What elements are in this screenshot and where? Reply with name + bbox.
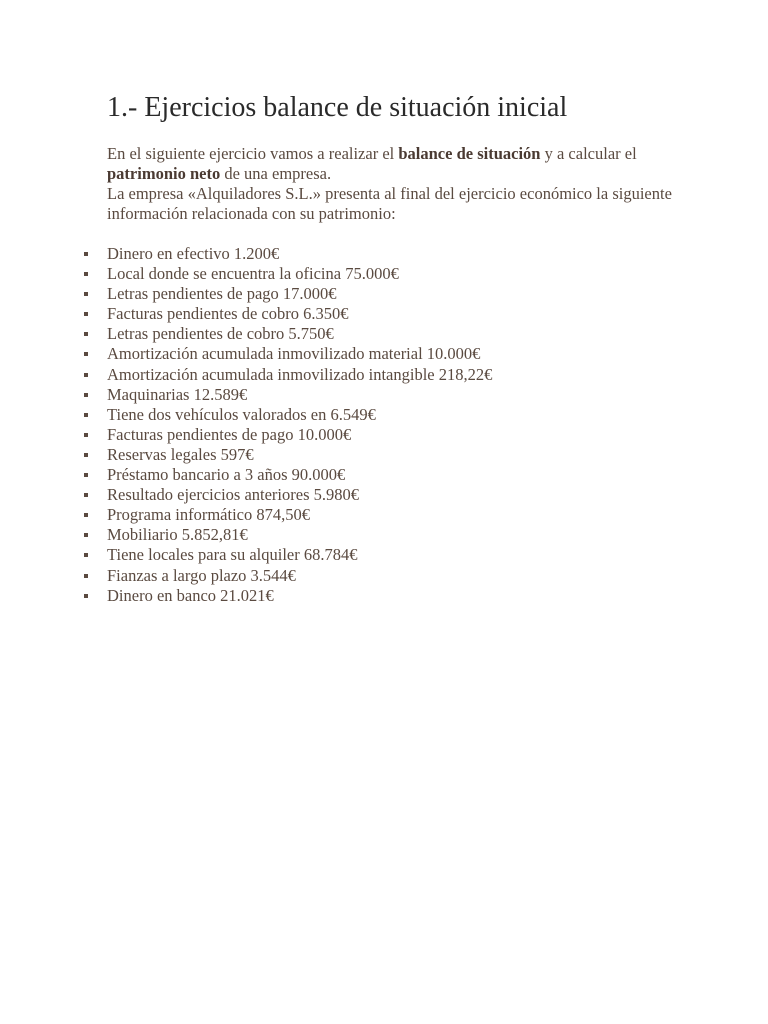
square-bullet-icon [84, 453, 88, 457]
square-bullet-icon [84, 272, 88, 276]
list-item [0, 545, 492, 565]
square-bullet-icon [84, 513, 88, 517]
bold-term-balance: balance de situación [398, 144, 541, 163]
list-item-text: Facturas pendientes de pago 10.000€ [107, 424, 352, 444]
list-item [0, 586, 492, 606]
intro-text-part: En el siguiente ejercicio vamos a realizar el [107, 144, 399, 163]
list-item [0, 284, 492, 304]
square-bullet-icon [84, 393, 88, 397]
list-item [0, 485, 492, 505]
list-item [0, 566, 492, 586]
square-bullet-icon [84, 594, 88, 598]
list-item-text: Letras pendientes de pago 17.000€ [107, 284, 337, 304]
square-bullet-icon [84, 553, 88, 557]
intro-paragraph-1 [107, 144, 707, 184]
list-item [0, 385, 492, 405]
square-bullet-icon [84, 373, 88, 377]
square-bullet-icon [84, 352, 88, 356]
list-item-text: Reservas legales 597€ [107, 444, 254, 464]
list-item-text: Préstamo bancario a 3 años 90.000€ [107, 465, 346, 485]
list-item-text: Resultado ejercicios anteriores 5.980€ [107, 485, 360, 505]
list-item-text: Mobiliario 5.852,81€ [107, 525, 248, 545]
list-item [0, 405, 492, 425]
list-item-text: Dinero en banco 21.021€ [107, 585, 274, 605]
square-bullet-icon [84, 252, 88, 256]
intro-text-part: de una empresa. [220, 164, 332, 183]
square-bullet-icon [84, 312, 88, 316]
list-item [0, 344, 492, 364]
list-item-text: Letras pendientes de cobro 5.750€ [107, 324, 334, 344]
list-item-text: Tiene locales para su alquiler 68.784€ [107, 545, 358, 565]
intro-text [107, 144, 707, 224]
square-bullet-icon [84, 493, 88, 497]
list-item-text: Facturas pendientes de cobro 6.350€ [107, 304, 349, 324]
intro-text-part: y a calcular el [540, 144, 637, 163]
bold-term-patrimonio: patrimonio neto [107, 164, 221, 183]
list-item [0, 324, 492, 344]
square-bullet-icon [84, 332, 88, 336]
list-item [0, 304, 492, 324]
list-item [0, 445, 492, 465]
intro-paragraph-2: La empresa «Alquiladores S.L.» presenta al final del ejercicio económico la siguiente información relacionada con su patrimonio: [107, 184, 672, 223]
square-bullet-icon [84, 533, 88, 537]
list-item-text: Tiene dos vehículos valorados en 6.549€ [107, 404, 376, 424]
list-item-text: Programa informático 874,50€ [107, 505, 310, 525]
list-item [0, 425, 492, 445]
square-bullet-icon [84, 413, 88, 417]
square-bullet-icon [84, 574, 88, 578]
list-item-text: Amortización acumulada inmovilizado material 10.000€ [107, 344, 481, 364]
list-item [0, 505, 492, 525]
list-item-text: Local donde se encuentra la oficina 75.000€ [107, 264, 399, 284]
list-item [0, 264, 492, 284]
square-bullet-icon [84, 473, 88, 477]
asset-list [0, 244, 492, 606]
square-bullet-icon [84, 433, 88, 437]
square-bullet-icon [84, 292, 88, 296]
page-title: 1.- Ejercicios balance de situación inicial [107, 92, 568, 123]
list-item [0, 365, 492, 385]
list-item-text: Fianzas a largo plazo 3.544€ [107, 565, 296, 585]
list-item-text: Dinero en efectivo 1.200€ [107, 244, 280, 263]
list-item [0, 525, 492, 545]
list-item-text: Maquinarias 12.589€ [107, 384, 248, 404]
list-item [0, 465, 492, 485]
list-item [0, 244, 492, 264]
list-item-text: Amortización acumulada inmovilizado intangible 218,22€ [107, 364, 493, 384]
